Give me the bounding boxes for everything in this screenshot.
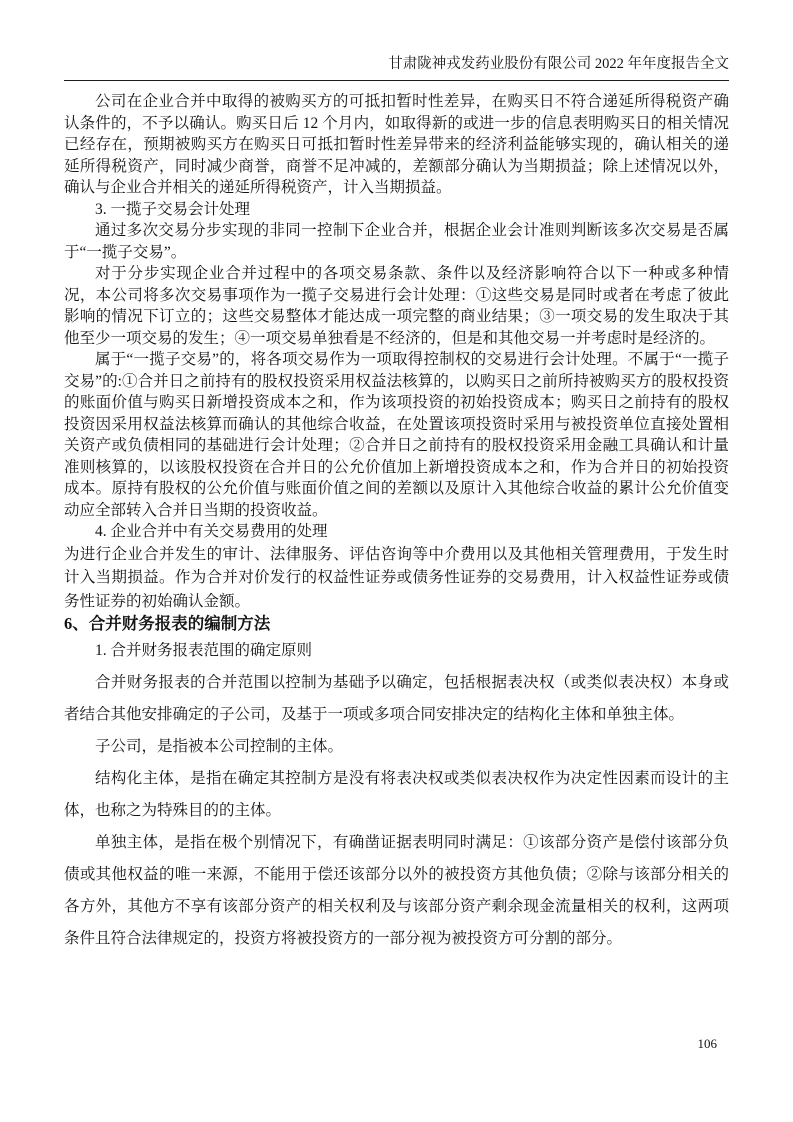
para-consolidation-scope: 合并财务报表的合并范围以控制为基础予以确定，包括根据表决权（或类似表决权）本身或者结合其他安排确定的子公司，及基于一项或多项合同安排决定的结构化主体和单独主体。 <box>64 674 729 723</box>
para-package-transaction-criteria: 对于分步实现企业合并过程中的各项交易条款、条件以及经济影响符合以下一种或多种情况，本公司将多次交易事项作为一揽子交易进行会计处理：①这些交易是同时或者在考虑了彼此影响的情况下订立的；这些交易整体才能达成一项完整的商业结果；③一项交易的发生取决于其他至少一项交易的发生；④一项交易单独看是不经济的，但是和其他交易一并考虑时是经济的。 <box>64 265 729 347</box>
para-deferred-tax-recognition: 公司在企业合并中取得的被购买方的可抵扣暂时性差异，在购买日不符合递延所得税资产确认条件的，不予以确认。购买日后 12 个月内，如取得新的或进一步的信息表明购买日的相关情况已经存在，预期被购买方在购买日可抵扣暂时性差异带来的经济利益能够实现的，确认相关的递延所得税资产，同时减少商誉，商誉不足冲减的，差额部分确认为当期损益；除上述情况以外，确认与企业合并相关的递延所得税资产，计入当期损益。 <box>64 93 729 196</box>
header-title: 甘肃陇神戎发药业股份有限公司 2022 年年度报告全文 <box>388 56 729 72</box>
page-footer <box>698 1036 718 1052</box>
page-header <box>64 54 729 81</box>
para-subsidiary-definition: 子公司，是指被本公司控制的主体。 <box>95 738 344 755</box>
subheading-1-consolidation-scope-principle: 1. 合并财务报表范围的确定原则 <box>95 642 313 659</box>
para-step-acquisition-judgment: 通过多次交易分步实现的非同一控制下企业合并，根据企业会计准则判断该多次交易是否属于“一揽子交易”。 <box>64 222 729 261</box>
document-body <box>64 91 729 955</box>
heading-6-consolidated-statements-method: 6、合并财务报表的编制方法 <box>64 614 271 633</box>
para-structured-entity-definition: 结构化主体，是指在确定其控制方是没有将表决权或类似表决权作为决定性因素而设计的主体，也称之为特殊目的的主体。 <box>64 770 729 819</box>
subheading-4-transaction-costs: 4. 企业合并中有关交易费用的处理 <box>95 523 328 540</box>
para-transaction-costs-treatment: 为进行企业合并发生的审计、法律服务、评估咨询等中介费用以及其他相关管理费用，于发生时计入当期损益。作为合并对价发行的权益性证券或债务性证券的交易费用，计入权益性证券或债务性证券的初始确认金额。 <box>64 545 729 610</box>
para-package-vs-non-package-treatment: 属于“一揽子交易”的，将各项交易作为一项取得控制权的交易进行会计处理。不属于“一揽子交易”的:①合并日之前持有的股权投资采用权益法核算的，以购买日之前所持被购买方的股权投资的账面价值与购买日新增投资成本之和，作为该项投资的初始投资成本；购买日之前持有的股权投资因采用权益法核算而确认的其他综合收益，在处置该项投资时采用与被投资单位直接处置相关资产或负债相同的基础进行会计处理；②合并日之前持有的股权投资采用金融工具确认和计量准则核算的，以该股权投资在合并日的公允价值加上新增投资成本之和，作为合并日的初始投资成本。原持有股权的公允价值与账面价值之间的差额以及原计入其他综合收益的累计公允价值变动应全部转入合并日当期的投资收益。 <box>64 351 729 519</box>
para-separate-entity-definition: 单独主体，是指在极个别情况下，有确凿证据表明同时满足：①该部分资产是偿付该部分负债或其他权益的唯一来源，不能用于偿还该部分以外的被投资方其他负债；②除与该部分相关的各方外，其他方不享有该部分资产的相关权利及与该部分资产剩余现金流量相关的权利，这两项条件且符合法律规定的，投资方将被投资方的一部分视为被投资方可分割的部分。 <box>64 834 729 947</box>
subheading-3-package-transaction-accounting: 3. 一揽子交易会计处理 <box>95 200 251 218</box>
page-number: 106 <box>697 1036 717 1051</box>
